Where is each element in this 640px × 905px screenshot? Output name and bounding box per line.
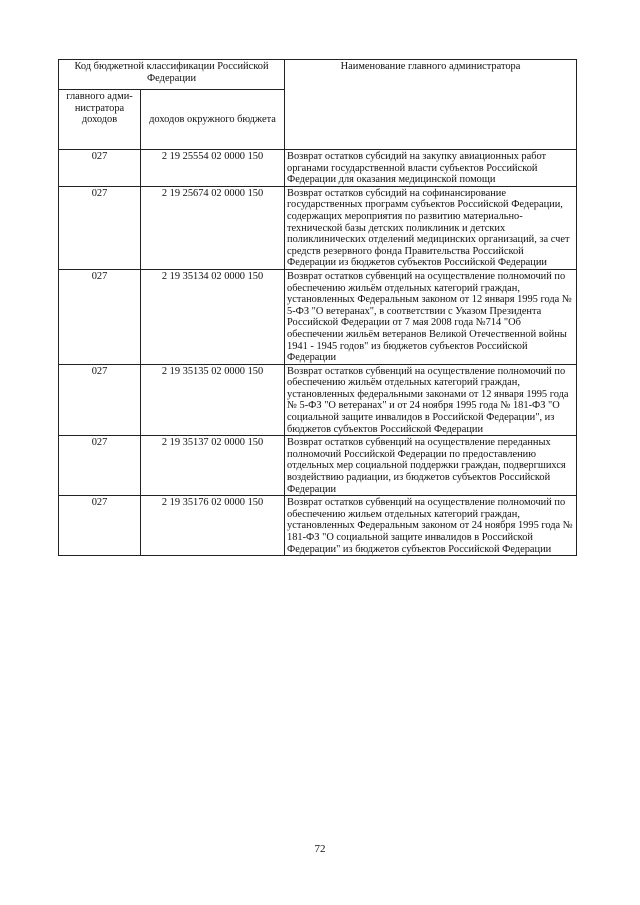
name-cell: Возврат остатков субсидий на закупку авиационных работ органами государственной власти субъектов Российской Федерации для оказания медицинской помощи — [285, 150, 577, 187]
budget-code-cell: 2 19 25674 02 0000 150 — [141, 186, 285, 269]
header-name-column: Наименование главного администратора — [285, 60, 577, 150]
name-cell: Возврат остатков субвенций на осуществление полномочий по обеспечению жильем отдельных категорий граждан, установленных Федеральным законом от 24 ноября 1995 года № 181-ФЗ "О социальной защите инвалидов в Российской Федерации" из бюджетов субъектов Российской Федерации — [285, 496, 577, 556]
header-admin-column: главного адми-нистратора доходов — [59, 90, 141, 150]
budget-code-cell: 2 19 35137 02 0000 150 — [141, 436, 285, 496]
admin-code-cell: 027 — [59, 186, 141, 269]
name-cell: Возврат остатков субсидий на софинансирование государственных программ субъектов Российской Федерации, содержащих мероприятия по развитию материально-технической базы детских поликлиник и детских поликлинических отделений медицинских организаций, за счет средств резервного фонда Правительства Российской Федерации из бюджетов субъектов Российской Федерации — [285, 186, 577, 269]
table-row — [59, 496, 577, 556]
budget-code-cell: 2 19 35135 02 0000 150 — [141, 364, 285, 436]
page-number: 72 — [314, 843, 326, 855]
budget-code-cell: 2 19 35134 02 0000 150 — [141, 269, 285, 364]
table-row — [59, 436, 577, 496]
name-cell: Возврат остатков субвенций на осуществление полномочий по обеспечению жильём отдельных категорий граждан, установленных федеральными законами от 12 января 1995 года № 5-ФЗ "О ветеранах" и от 24 ноября 1995 года № 181-ФЗ "О социальной защите инвалидов в Российской Федерации", из бюджетов субъектов Российской Федерации — [285, 364, 577, 436]
header-row-1 — [59, 60, 577, 90]
admin-code-cell: 027 — [59, 496, 141, 556]
header-group-label: Код бюджетной классификации Российской Федерации — [59, 60, 285, 90]
admin-code-cell: 027 — [59, 269, 141, 364]
budget-code-cell: 2 19 25554 02 0000 150 — [141, 150, 285, 187]
admin-code-cell: 027 — [59, 436, 141, 496]
budget-code-cell: 2 19 35176 02 0000 150 — [141, 496, 285, 556]
table-row — [59, 269, 577, 364]
name-cell: Возврат остатков субвенций на осуществление переданных полномочий Российской Федерации по предоставлению отдельных мер социальной поддержки граждан, подвергшихся воздействию радиации, из бюджетов субъектов Российской Федерации — [285, 436, 577, 496]
header-code-column: доходов окружного бюджета — [141, 90, 285, 150]
admin-code-cell: 027 — [59, 364, 141, 436]
admin-code-cell: 027 — [59, 150, 141, 187]
name-cell: Возврат остатков субвенций на осуществление полномочий по обеспечению жильём отдельных категорий граждан, установленных Федеральным законом от 12 января 1995 года № 5-ФЗ "О ветеранах", в соответствии с Указом Президента Российской Федерации от 7 мая 2008 года №714 "Об обеспечении жильём ветеранов Великой Отечественной войны 1941 - 1945 годов" из бюджетов субъектов Российской Федерации — [285, 269, 577, 364]
budget-classification-table — [58, 59, 577, 556]
table-row — [59, 150, 577, 187]
table-row — [59, 186, 577, 269]
table-row — [59, 364, 577, 436]
